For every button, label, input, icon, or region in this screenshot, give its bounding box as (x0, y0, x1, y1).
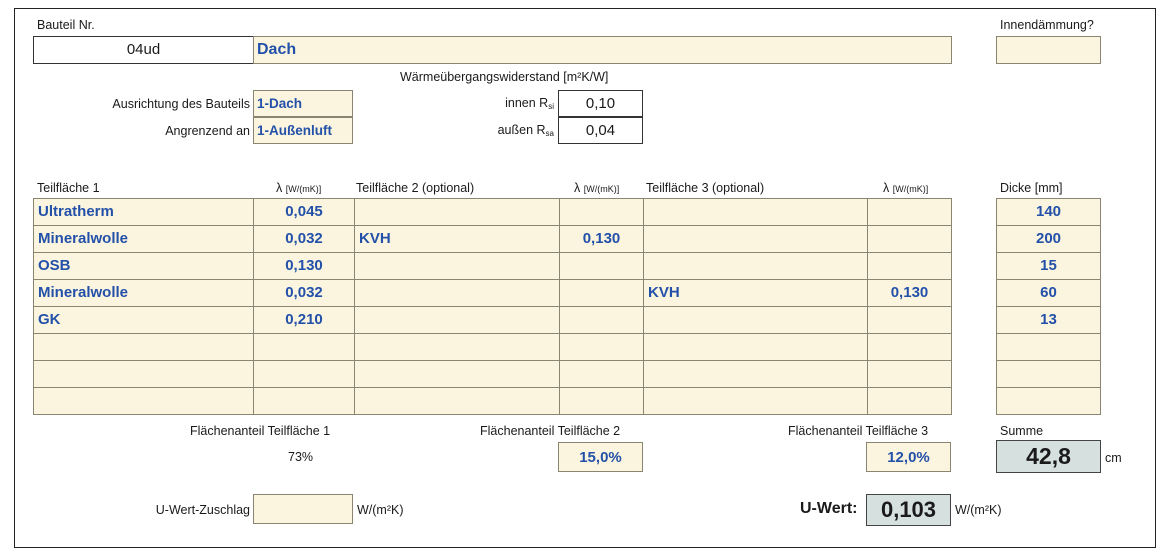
lambda3-cell[interactable] (868, 226, 952, 253)
lambda2-cell[interactable] (560, 334, 644, 361)
teilflaeche3-cell[interactable] (644, 388, 868, 415)
layer-table (33, 198, 952, 415)
lambda1-cell[interactable]: 0,210 (254, 307, 355, 334)
dicke-table (996, 198, 1101, 415)
dicke-cell[interactable]: 60 (997, 280, 1101, 307)
teilflaeche2-cell[interactable] (355, 199, 560, 226)
lambda2-cell[interactable] (560, 199, 644, 226)
teilflaeche2-cell[interactable] (355, 388, 560, 415)
teilflaeche2-cell[interactable] (355, 361, 560, 388)
lambda1-cell[interactable] (254, 361, 355, 388)
dicke-cell[interactable] (997, 334, 1101, 361)
lambda1-cell[interactable]: 0,130 (254, 253, 355, 280)
teilflaeche2-cell[interactable] (355, 253, 560, 280)
teilflaeche1-cell[interactable] (34, 388, 254, 415)
lambda3-cell[interactable] (868, 361, 952, 388)
bauteil-nr-field[interactable]: 04ud (33, 36, 254, 64)
lambda2-cell[interactable] (560, 307, 644, 334)
teilflaeche3-cell[interactable]: KVH (644, 280, 868, 307)
aussen-rsa-label: außen $R_{sa}$ (497, 123, 554, 138)
teilflaeche1-cell[interactable] (34, 334, 254, 361)
lambda1-cell[interactable] (254, 334, 355, 361)
ausrichtung-label: Ausrichtung des Bauteils (112, 97, 250, 111)
summe-label: Summe (1000, 424, 1044, 438)
teilflaeche3-cell[interactable] (644, 226, 868, 253)
anteil2-label: Flächenanteil Teilfläche 2 (480, 424, 621, 438)
lambda2-cell[interactable] (560, 253, 644, 280)
col-teilflaeche3-header: Teilfläche 3 (optional) (646, 181, 765, 195)
teilflaeche3-cell[interactable] (644, 361, 868, 388)
innendaemmung-label: Innendämmung? (1000, 18, 1094, 32)
teilflaeche2-cell[interactable] (355, 334, 560, 361)
teilflaeche3-cell[interactable] (644, 199, 868, 226)
innendaemmung-field[interactable] (996, 36, 1101, 64)
ausrichtung-select[interactable]: 1-Dach (253, 90, 353, 117)
dicke-cell[interactable]: 200 (997, 226, 1101, 253)
teilflaeche1-cell[interactable]: OSB (34, 253, 254, 280)
teilflaeche1-cell[interactable]: Mineralwolle (34, 280, 254, 307)
teilflaeche3-cell[interactable] (644, 253, 868, 280)
uwert-zuschlag-unit: W/(m²K) (357, 503, 404, 517)
innen-rsi-field[interactable]: 0,10 (558, 90, 643, 117)
lambda2-cell[interactable]: 0,130 (560, 226, 644, 253)
summe-value: 42,8 (996, 440, 1101, 473)
lambda3-cell[interactable] (868, 307, 952, 334)
lambda3-cell[interactable] (868, 199, 952, 226)
aussen-rsa-field[interactable]: 0,04 (558, 117, 643, 144)
teilflaeche1-cell[interactable]: GK (34, 307, 254, 334)
dicke-cell[interactable] (997, 361, 1101, 388)
col-lambda1-header: λ [W/(mK)] (276, 181, 322, 195)
innen-rsi-label: innen $R_{si}$ (505, 96, 554, 111)
col-teilflaeche2-header: Teilfläche 2 (optional) (356, 181, 475, 195)
uwert-value: 0,103 (866, 494, 951, 526)
lambda3-cell[interactable] (868, 334, 952, 361)
uwert-label: U-Wert: (800, 500, 858, 517)
anteil3-label: Flächenanteil Teilfläche 3 (788, 424, 929, 438)
lambda2-cell[interactable] (560, 388, 644, 415)
teilflaeche1-cell[interactable]: Ultratherm (34, 199, 254, 226)
lambda1-cell[interactable]: 0,032 (254, 226, 355, 253)
uwert-unit: W/(m²K) (955, 503, 1002, 517)
teilflaeche2-cell[interactable]: KVH (355, 226, 560, 253)
dicke-cell[interactable]: 140 (997, 199, 1101, 226)
bauteil-name-field[interactable]: Dach (253, 36, 952, 64)
col-teilflaeche1-header: Teilfläche 1 (37, 181, 100, 195)
teilflaeche3-cell[interactable] (644, 307, 868, 334)
summe-unit: cm (1105, 451, 1122, 465)
teilflaeche2-cell[interactable] (355, 280, 560, 307)
col-lambda2-header: λ [W/(mK)] (574, 181, 620, 195)
angrenzend-label: Angrenzend an (165, 124, 250, 138)
waerme-title: Wärmeübergangswiderstand [m²K/W] (400, 70, 609, 84)
anteil1-label: Flächenanteil Teilfläche 1 (190, 424, 331, 438)
lambda2-cell[interactable] (560, 361, 644, 388)
col-lambda3-header: λ [W/(mK)] (883, 181, 929, 195)
dicke-cell[interactable]: 13 (997, 307, 1101, 334)
lambda1-cell[interactable]: 0,045 (254, 199, 355, 226)
lambda1-cell[interactable] (254, 388, 355, 415)
lambda2-cell[interactable] (560, 280, 644, 307)
teilflaeche1-cell[interactable] (34, 361, 254, 388)
lambda3-cell[interactable] (868, 388, 952, 415)
uwert-zuschlag-label: U-Wert-Zuschlag (155, 503, 250, 517)
angrenzend-select[interactable]: 1-Außenluft (253, 117, 353, 144)
teilflaeche2-cell[interactable] (355, 307, 560, 334)
teilflaeche3-cell[interactable] (644, 334, 868, 361)
lambda1-cell[interactable]: 0,032 (254, 280, 355, 307)
anteil2-field[interactable]: 15,0% (558, 442, 643, 472)
lambda3-cell[interactable]: 0,130 (868, 280, 952, 307)
dicke-cell[interactable]: 15 (997, 253, 1101, 280)
col-dicke-header: Dicke [mm] (1000, 181, 1063, 195)
teilflaeche1-cell[interactable]: Mineralwolle (34, 226, 254, 253)
anteil3-field[interactable]: 12,0% (866, 442, 951, 472)
anteil1-value: 73% (288, 450, 314, 464)
dicke-cell[interactable] (997, 388, 1101, 415)
uwert-zuschlag-field[interactable] (253, 494, 353, 524)
bauteil-label: Bauteil Nr. (37, 18, 95, 32)
lambda3-cell[interactable] (868, 253, 952, 280)
